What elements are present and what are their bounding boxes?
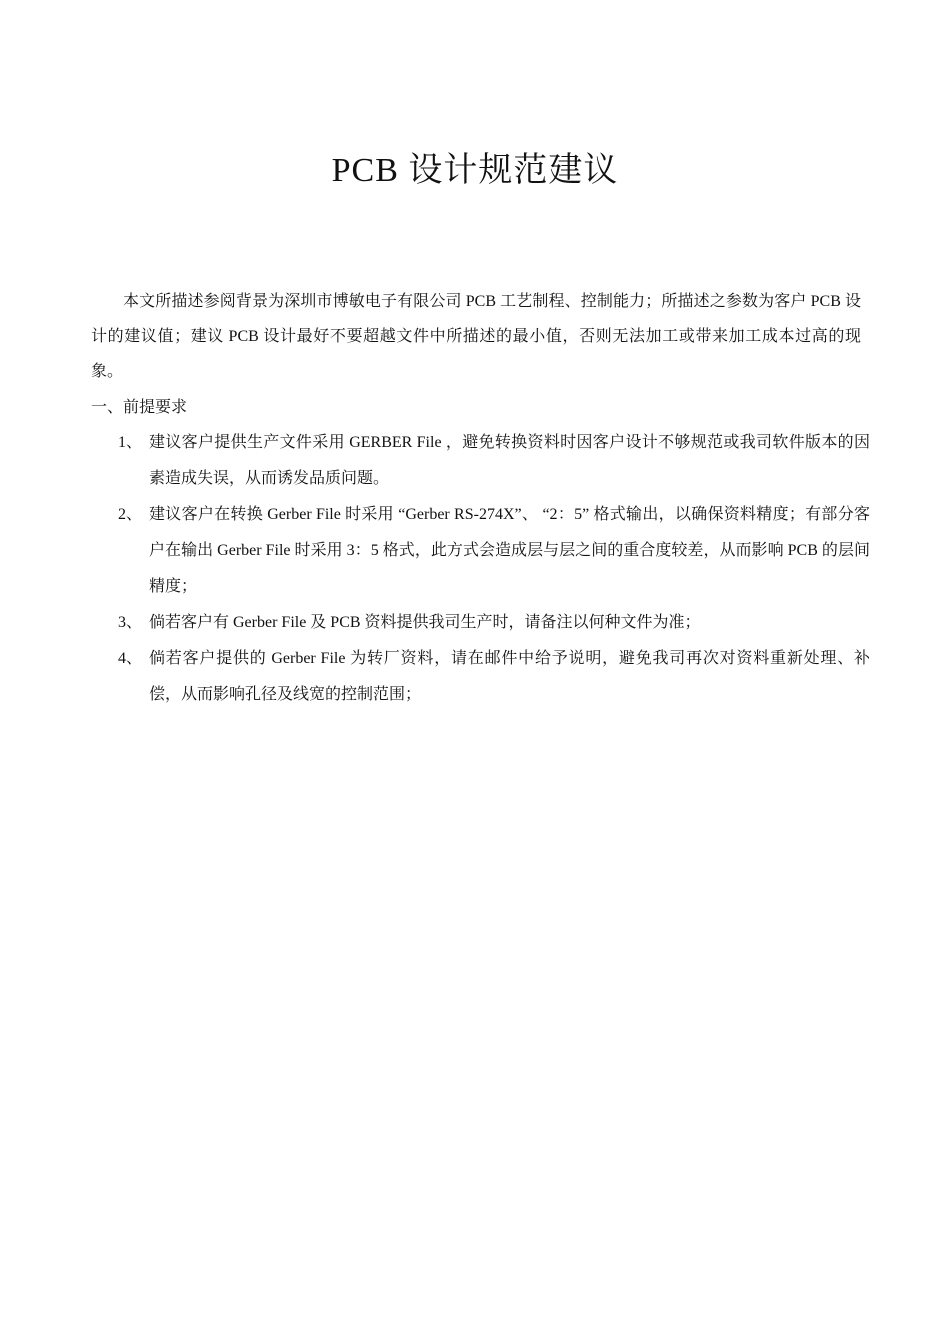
list-item-number: 3、 bbox=[118, 614, 143, 631]
list-item-text: 建议客户在转换 Gerber File 时采用 “Gerber RS-274X”、 “2：5” 格式输出，以确保资料精度；有部分客户在输出 Gerber File 时采用 3：5 格式，此方式会造成层与层之间的重合度较差，从而影响 PCB 的层间精度； bbox=[149, 506, 870, 595]
intro-paragraph: 本文所描述参阅背景为深圳市博敏电子有限公司 PCB 工艺制程、控制能力；所描述之参数为客户 PCB 设计的建议值；建议 PCB 设计最好不要超越文件中所描述的最小值，否则无法加工或带来加工成本过高的现象。 bbox=[91, 293, 861, 380]
section-heading-prerequisites: 一、前提要求 bbox=[91, 399, 188, 416]
list-item-number: 2、 bbox=[118, 506, 143, 523]
list-item-number: 1、 bbox=[118, 434, 143, 451]
list-item bbox=[118, 605, 870, 641]
list-item-text: 建议客户提供生产文件采用 GERBER File ，避免转换资料时因客户设计不够规范或我司软件版本的因素造成失误，从而诱发品质问题。 bbox=[149, 434, 870, 487]
list-item-text: 倘若客户有 Gerber File 及 PCB 资料提供我司生产时，请备注以何种文件为准； bbox=[149, 614, 701, 631]
requirements-list bbox=[118, 425, 870, 713]
list-item-number: 4、 bbox=[118, 650, 143, 667]
list-item bbox=[118, 497, 870, 605]
list-item bbox=[118, 641, 870, 713]
list-item-text: 倘若客户提供的 Gerber File 为转厂资料，请在邮件中给予说明，避免我司再次对资料重新处理、补偿，从而影响孔径及线宽的控制范围； bbox=[149, 650, 870, 703]
list-item bbox=[118, 425, 870, 497]
document-title: PCB 设计规范建议 bbox=[331, 152, 619, 189]
